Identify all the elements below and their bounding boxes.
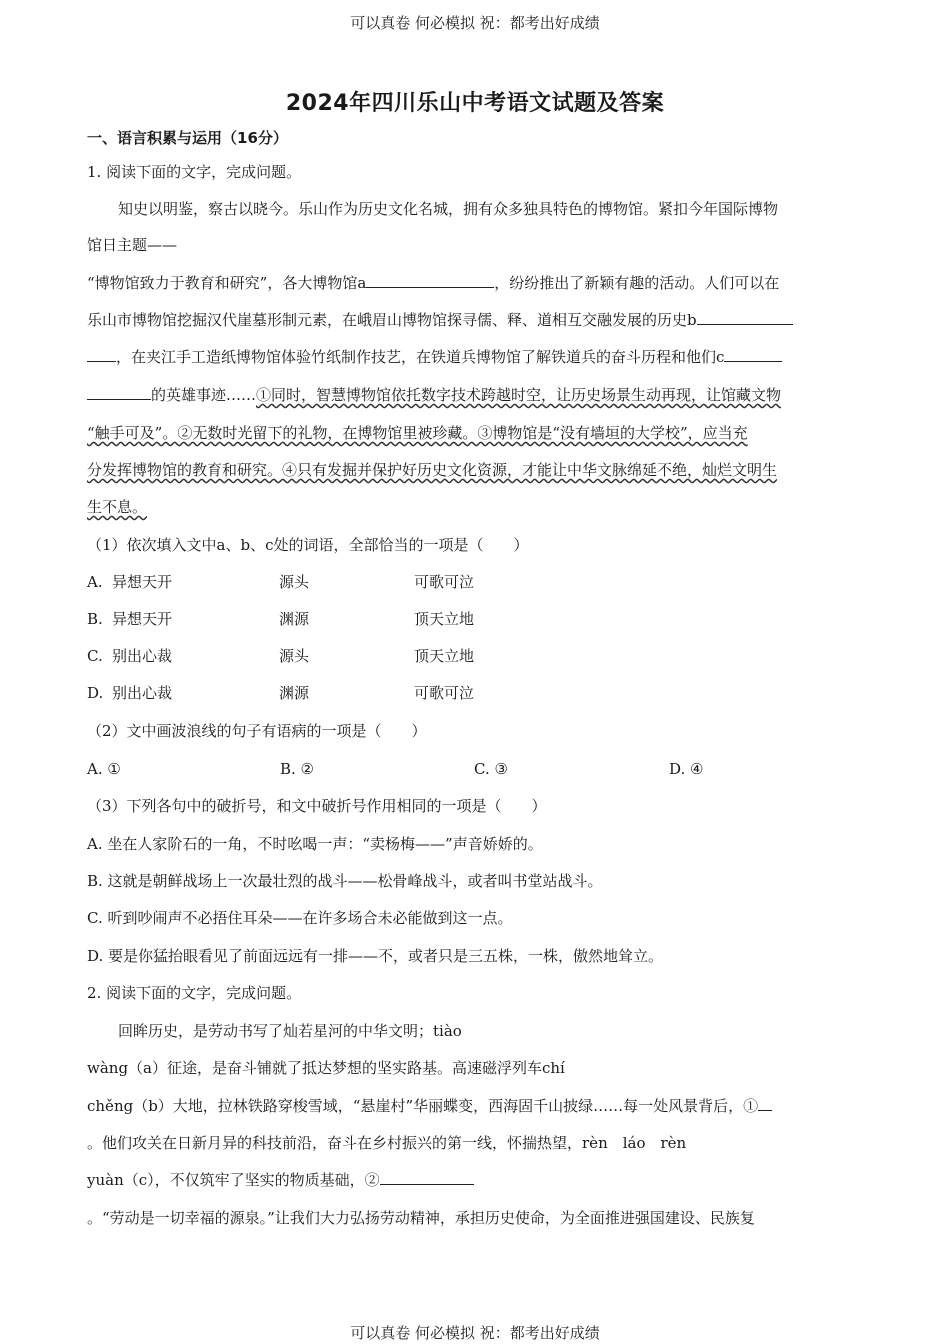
passage-line	[87, 423, 857, 443]
wavy-sentence: “触手可及”。②无数时光留下的礼物，在博物馆里被珍藏。③博物馆是“没有墙垣的大学校”，应当充	[87, 424, 748, 442]
passage-line	[87, 1133, 857, 1153]
passage-line	[87, 1096, 857, 1116]
wavy-sentence: 生不息。	[87, 498, 148, 516]
option-word-c: 可歌可泣	[414, 573, 475, 591]
blank-c[interactable]	[724, 347, 782, 362]
pinyin: rèn láo rèn	[582, 1134, 687, 1152]
option-d[interactable]: D. ④	[669, 760, 704, 778]
option-word-b: 渊源	[279, 610, 310, 628]
question-2-stem: 2. 阅读下面的文字，完成问题。	[87, 984, 302, 1002]
option-letter: C.	[87, 647, 103, 665]
option-d[interactable]: D. 要是你猛抬眼看见了前面远远有一排——不，或者只是三五株，一株，傲然地耸立。	[87, 947, 664, 965]
option-a[interactable]: A. ①	[87, 760, 121, 778]
passage-text: ，在夹江手工造纸博物馆体验竹纸制作技艺，在铁道兵博物馆了解铁道兵的奋斗历程和他们c	[116, 348, 725, 366]
passage-line	[87, 385, 857, 405]
wavy-sentence: ①同时，智慧博物馆依托数字技术跨越时空，让历史场景生动再现，让馆藏文物	[256, 386, 782, 404]
sub-question-1: （1）依次填入文中a、b、c处的词语，全部恰当的一项是（ ）	[87, 536, 529, 554]
option-word-b: 源头	[279, 647, 310, 665]
blank-1[interactable]	[758, 1096, 772, 1111]
option-word-b: 源头	[279, 573, 310, 591]
question-1-stem: 1. 阅读下面的文字，完成问题。	[87, 163, 302, 181]
sub-question-3: （3）下列各句中的破折号，和文中破折号作用相同的一项是（ ）	[87, 797, 547, 815]
passage-line	[87, 460, 857, 480]
option-c[interactable]: C. ③	[474, 760, 508, 778]
passage-text: 回眸历史，是劳动书写了灿若星河的中华文明；	[118, 1022, 434, 1040]
passage-text: yuàn（c），不仅筑牢了坚实的物质基础，②	[87, 1171, 380, 1189]
option-a[interactable]: A. 坐在人家阶石的一角，不时吆喝一声：“卖杨梅——”声音娇娇的。	[87, 835, 543, 853]
section-heading: 一、语言积累与运用（16分）	[87, 129, 288, 147]
option-b[interactable]: B. 这就是朝鲜战场上一次最壮烈的战斗——松骨峰战斗，或者叫书堂站战斗。	[87, 872, 603, 890]
passage-line: wàng（a）征途，是奋斗铺就了抵达梦想的坚实路基。高速磁浮列车chí	[87, 1059, 565, 1077]
blank-b[interactable]	[697, 310, 793, 325]
option-letter: A.	[87, 573, 103, 591]
passage-line	[118, 1021, 857, 1041]
passage-line	[118, 199, 857, 219]
option-letter: B.	[87, 610, 103, 628]
option-word-c: 顶天立地	[414, 610, 475, 628]
option-word-a: 异想天开	[112, 610, 173, 628]
page-header: 可以真卷 何必模拟 祝：都考出好成绩	[350, 14, 600, 32]
passage-line	[87, 310, 857, 330]
passage-text: 乐山市博物馆挖掘汉代崖墓形制元素，在峨眉山博物馆探寻儒、释、道相互交融发展的历史b	[87, 311, 697, 329]
option-word-a: 别出心裁	[112, 684, 173, 702]
pinyin: tiào	[433, 1022, 462, 1040]
passage-line	[87, 1170, 857, 1190]
passage-line	[87, 347, 857, 367]
page-title: 2024年四川乐山中考语文试题及答案	[285, 91, 665, 116]
option-word-c: 顶天立地	[414, 647, 475, 665]
option-word-c: 可歌可泣	[414, 684, 475, 702]
option-letter: D.	[87, 684, 104, 702]
passage-text: 知史以明鉴，察古以晓今。乐山作为历史文化名城，拥有众多独具特色的博物馆。紧扣今年国际博物	[118, 200, 779, 218]
passage-text: “博物馆致力于教育和研究”，各大博物馆a	[87, 274, 367, 292]
wavy-sentence: 分发挥博物馆的教育和研究。④只有发掘并保护好历史文化资源，才能让中华文脉绵延不绝，灿烂文明生	[87, 461, 778, 479]
sub-question-2: （2）文中画波浪线的句子有语病的一项是（ ）	[87, 722, 427, 740]
passage-text: 的英雄事迹……	[151, 386, 257, 404]
passage-line: 。“劳动是一切幸福的源泉。”让我们大力弘扬劳动精神，承担历史使命，为全面推进强国建设、民族复	[87, 1209, 755, 1227]
passage-text: ，纷纷推出了新颖有趣的活动。人们可以在	[494, 274, 780, 292]
passage-line	[87, 273, 857, 293]
passage-line: 馆日主题——	[87, 236, 178, 254]
passage-line	[87, 497, 857, 517]
option-word-a: 异想天开	[112, 573, 173, 591]
blank-2[interactable]	[380, 1170, 474, 1185]
option-word-a: 别出心裁	[112, 647, 173, 665]
passage-text: chěng（b）大地，拉林铁路穿梭雪域，“悬崖村”华丽蝶变，西海固千山披绿……每一处风景背后，①	[87, 1097, 759, 1115]
blank-a[interactable]	[366, 273, 494, 288]
page-footer: 可以真卷 何必模拟 祝：都考出好成绩	[350, 1324, 600, 1342]
option-c[interactable]: C. 听到吵闹声不必捂住耳朵——在许多场合未必能做到这一点。	[87, 909, 513, 927]
option-b[interactable]: B. ②	[280, 760, 315, 778]
passage-text: 。他们攻关在日新月异的科技前沿，奋斗在乡村振兴的第一线，怀揣热望，	[87, 1134, 583, 1152]
blank-b-continued[interactable]	[87, 347, 116, 362]
blank-c-continued[interactable]	[87, 385, 151, 400]
option-word-b: 渊源	[279, 684, 310, 702]
